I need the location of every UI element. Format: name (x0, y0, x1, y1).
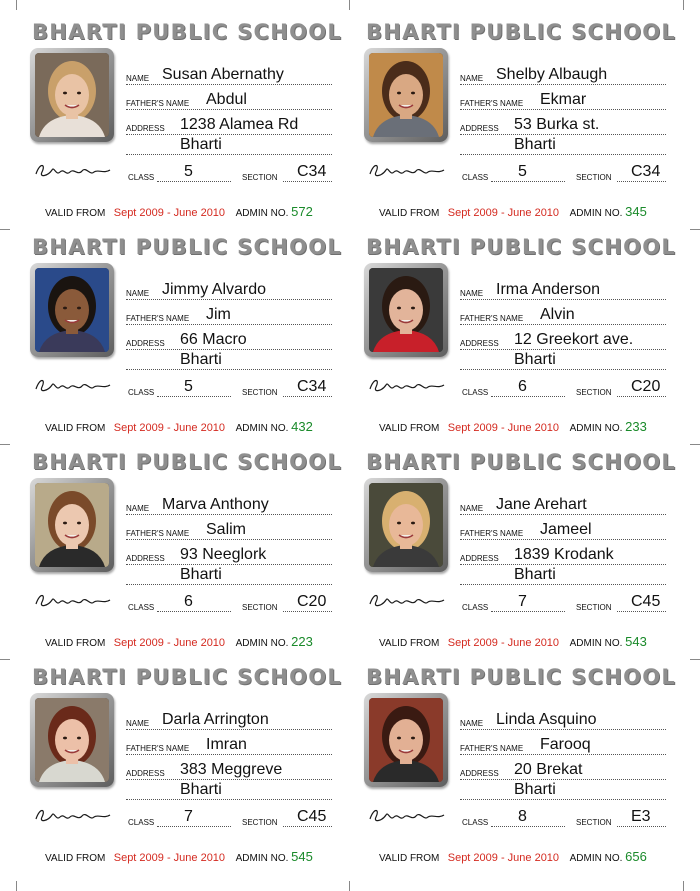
student-photo-frame (364, 48, 448, 142)
student-photo (35, 483, 109, 567)
father-label: FATHER'S NAME (126, 314, 190, 323)
valid-dates: Sept 2009 - June 2010 (113, 852, 226, 864)
name-label: NAME (126, 504, 150, 513)
school-name: BHARTI PUBLIC SCHOOL (366, 450, 677, 474)
id-card (0, 0, 343, 219)
class-value: 6 (184, 593, 193, 610)
name-label: NAME (126, 74, 150, 83)
valid-from-label: VALID FROM (45, 853, 106, 864)
father-label: FATHER'S NAME (126, 99, 190, 108)
admin-no-value: 345 (625, 204, 647, 219)
crop-mark (0, 444, 10, 445)
admin-no-label: ADMIN NO. (569, 423, 623, 434)
crop-mark (690, 444, 700, 445)
admin-no-label: ADMIN NO. (235, 638, 289, 649)
address-line2: Bharti (180, 351, 222, 368)
section-value: C45 (297, 808, 327, 825)
student-photo-frame (364, 478, 448, 572)
id-card (0, 430, 343, 649)
class-label: CLASS (462, 603, 489, 612)
admin-no-value: 545 (291, 849, 313, 864)
father-field (126, 521, 332, 540)
valid-dates: Sept 2009 - June 2010 (447, 207, 560, 219)
school-name: BHARTI PUBLIC SCHOOL (366, 20, 677, 44)
valid-from-label: VALID FROM (379, 638, 440, 649)
class-value: 8 (518, 808, 527, 825)
father-name: Farooq (540, 736, 591, 753)
crop-mark (690, 659, 700, 660)
name-field (460, 66, 666, 85)
student-photo (35, 698, 109, 782)
address-field (460, 546, 666, 565)
father-name: Jim (206, 306, 231, 323)
crop-mark (349, 0, 350, 10)
school-name: BHARTI PUBLIC SCHOOL (366, 235, 677, 259)
address-field-2 (126, 566, 332, 585)
section-value: C20 (631, 378, 661, 395)
father-field (126, 91, 332, 110)
section-value: E3 (631, 808, 651, 825)
student-photo (369, 483, 443, 567)
id-card (334, 215, 677, 434)
section-value: C34 (631, 163, 661, 180)
signature (368, 590, 448, 612)
section-value: C20 (297, 593, 327, 610)
student-photo-frame (364, 693, 448, 787)
father-label: FATHER'S NAME (460, 99, 524, 108)
section-label: SECTION (242, 603, 278, 612)
school-name: BHARTI PUBLIC SCHOOL (32, 20, 343, 44)
crop-mark (16, 0, 17, 10)
father-name: Ekmar (540, 91, 587, 108)
father-field (126, 306, 332, 325)
name-field (460, 711, 666, 730)
name-field (460, 496, 666, 515)
address-line2: Bharti (514, 351, 556, 368)
class-label: CLASS (462, 173, 489, 182)
section-label: SECTION (242, 388, 278, 397)
class-value: 7 (518, 593, 527, 610)
address-label: ADDRESS (126, 554, 165, 563)
address-line2: Bharti (514, 781, 556, 798)
class-label: CLASS (128, 173, 155, 182)
father-name: Alvin (540, 306, 575, 323)
class-label: CLASS (128, 818, 155, 827)
student-photo-frame (30, 48, 114, 142)
student-photo (35, 53, 109, 137)
crop-mark (16, 881, 17, 891)
id-card (0, 215, 343, 434)
section-label: SECTION (576, 603, 612, 612)
address-line2: Bharti (180, 566, 222, 583)
student-name: Linda Asquino (496, 711, 597, 728)
father-field (460, 736, 666, 755)
address-field (126, 116, 332, 135)
section-value: C34 (297, 163, 327, 180)
father-name: Jameel (540, 521, 592, 538)
address-line2: Bharti (514, 566, 556, 583)
name-label: NAME (460, 74, 484, 83)
name-field (460, 281, 666, 300)
student-photo-frame (30, 478, 114, 572)
father-name: Abdul (206, 91, 247, 108)
crop-mark (0, 659, 10, 660)
school-name: BHARTI PUBLIC SCHOOL (32, 235, 343, 259)
admin-no-value: 656 (625, 849, 647, 864)
admin-no-label: ADMIN NO. (235, 208, 289, 219)
admin-no-value: 572 (291, 204, 313, 219)
address-field-2 (460, 136, 666, 155)
father-field (460, 91, 666, 110)
name-field (126, 711, 332, 730)
crop-mark (690, 229, 700, 230)
name-label: NAME (126, 289, 150, 298)
address-field (460, 761, 666, 780)
name-field (126, 281, 332, 300)
father-label: FATHER'S NAME (460, 529, 524, 538)
address-line1: 53 Burka st. (514, 116, 600, 133)
section-value: C45 (631, 593, 661, 610)
valid-from-label: VALID FROM (45, 208, 106, 219)
signature (34, 375, 114, 397)
crop-mark (683, 881, 684, 891)
id-card (334, 430, 677, 649)
signature (368, 805, 448, 827)
student-name: Marva Anthony (162, 496, 269, 513)
signature (34, 805, 114, 827)
class-value: 7 (184, 808, 193, 825)
class-value: 6 (518, 378, 527, 395)
address-field (460, 331, 666, 350)
section-label: SECTION (576, 818, 612, 827)
admin-no-value: 233 (625, 419, 647, 434)
admin-no-label: ADMIN NO. (569, 853, 623, 864)
name-field (126, 66, 332, 85)
valid-from-label: VALID FROM (379, 853, 440, 864)
class-value: 5 (184, 163, 193, 180)
school-name: BHARTI PUBLIC SCHOOL (32, 450, 343, 474)
class-value: 5 (184, 378, 193, 395)
address-field (460, 116, 666, 135)
valid-dates: Sept 2009 - June 2010 (447, 852, 560, 864)
student-photo-frame (364, 263, 448, 357)
valid-dates: Sept 2009 - June 2010 (113, 207, 226, 219)
student-photo (369, 53, 443, 137)
signature (34, 160, 114, 182)
student-photo-frame (30, 263, 114, 357)
student-photo (369, 698, 443, 782)
section-label: SECTION (242, 173, 278, 182)
valid-from-label: VALID FROM (45, 423, 106, 434)
crop-mark (0, 229, 10, 230)
signature (34, 590, 114, 612)
address-line2: Bharti (180, 781, 222, 798)
address-line1: 1839 Krodank (514, 546, 614, 563)
address-line1: 1238 Alamea Rd (180, 116, 299, 133)
name-label: NAME (126, 719, 150, 728)
address-line1: 20 Brekat (514, 761, 583, 778)
valid-dates: Sept 2009 - June 2010 (113, 637, 226, 649)
student-photo-frame (30, 693, 114, 787)
address-line1: 383 Meggreve (180, 761, 283, 778)
address-label: ADDRESS (460, 124, 499, 133)
address-field (126, 546, 332, 565)
school-name: BHARTI PUBLIC SCHOOL (32, 665, 343, 689)
class-label: CLASS (128, 388, 155, 397)
valid-dates: Sept 2009 - June 2010 (113, 422, 226, 434)
address-field-2 (460, 781, 666, 800)
address-field-2 (126, 781, 332, 800)
address-line1: 66 Macro (180, 331, 247, 348)
father-label: FATHER'S NAME (126, 744, 190, 753)
father-name: Salim (206, 521, 247, 538)
address-label: ADDRESS (460, 339, 499, 348)
address-field-2 (126, 351, 332, 370)
address-line1: 12 Greekort ave. (514, 331, 634, 348)
id-card (334, 645, 677, 864)
admin-no-label: ADMIN NO. (235, 423, 289, 434)
address-line1: 93 Neeglork (180, 546, 267, 563)
valid-from-label: VALID FROM (45, 638, 106, 649)
school-name: BHARTI PUBLIC SCHOOL (366, 665, 677, 689)
validity-row (379, 849, 647, 864)
address-label: ADDRESS (126, 339, 165, 348)
admin-no-value: 543 (625, 634, 647, 649)
student-photo (35, 268, 109, 352)
father-name: Imran (206, 736, 247, 753)
student-name: Irma Anderson (496, 281, 601, 298)
id-card (0, 645, 343, 864)
section-label: SECTION (576, 173, 612, 182)
valid-dates: Sept 2009 - June 2010 (447, 422, 560, 434)
class-label: CLASS (462, 388, 489, 397)
section-label: SECTION (576, 388, 612, 397)
validity-row (45, 849, 313, 864)
name-label: NAME (460, 289, 484, 298)
id-card (334, 0, 677, 219)
address-field-2 (126, 136, 332, 155)
valid-from-label: VALID FROM (379, 423, 440, 434)
father-label: FATHER'S NAME (460, 744, 524, 753)
student-name: Shelby Albaugh (496, 66, 608, 83)
address-field-2 (460, 351, 666, 370)
admin-no-label: ADMIN NO. (569, 208, 623, 219)
section-value: C34 (297, 378, 327, 395)
address-label: ADDRESS (460, 769, 499, 778)
address-field (126, 761, 332, 780)
address-label: ADDRESS (460, 554, 499, 563)
father-field (126, 736, 332, 755)
address-line2: Bharti (180, 136, 222, 153)
section-label: SECTION (242, 818, 278, 827)
student-name: Jane Arehart (496, 496, 587, 513)
father-label: FATHER'S NAME (460, 314, 524, 323)
address-line2: Bharti (514, 136, 556, 153)
crop-mark (683, 0, 684, 10)
student-name: Susan Abernathy (162, 66, 284, 83)
class-label: CLASS (462, 818, 489, 827)
student-name: Darla Arrington (162, 711, 269, 728)
signature (368, 160, 448, 182)
admin-no-label: ADMIN NO. (569, 638, 623, 649)
signature (368, 375, 448, 397)
admin-no-value: 223 (291, 634, 313, 649)
father-field (460, 306, 666, 325)
address-field-2 (460, 566, 666, 585)
name-field (126, 496, 332, 515)
valid-from-label: VALID FROM (379, 208, 440, 219)
class-label: CLASS (128, 603, 155, 612)
address-label: ADDRESS (126, 769, 165, 778)
father-field (460, 521, 666, 540)
crop-mark (349, 881, 350, 891)
address-label: ADDRESS (126, 124, 165, 133)
student-name: Jimmy Alvardo (162, 281, 267, 298)
admin-no-label: ADMIN NO. (235, 853, 289, 864)
student-photo (369, 268, 443, 352)
name-label: NAME (460, 504, 484, 513)
valid-dates: Sept 2009 - June 2010 (447, 637, 560, 649)
admin-no-value: 432 (291, 419, 313, 434)
address-field (126, 331, 332, 350)
father-label: FATHER'S NAME (126, 529, 190, 538)
name-label: NAME (460, 719, 484, 728)
class-value: 5 (518, 163, 527, 180)
